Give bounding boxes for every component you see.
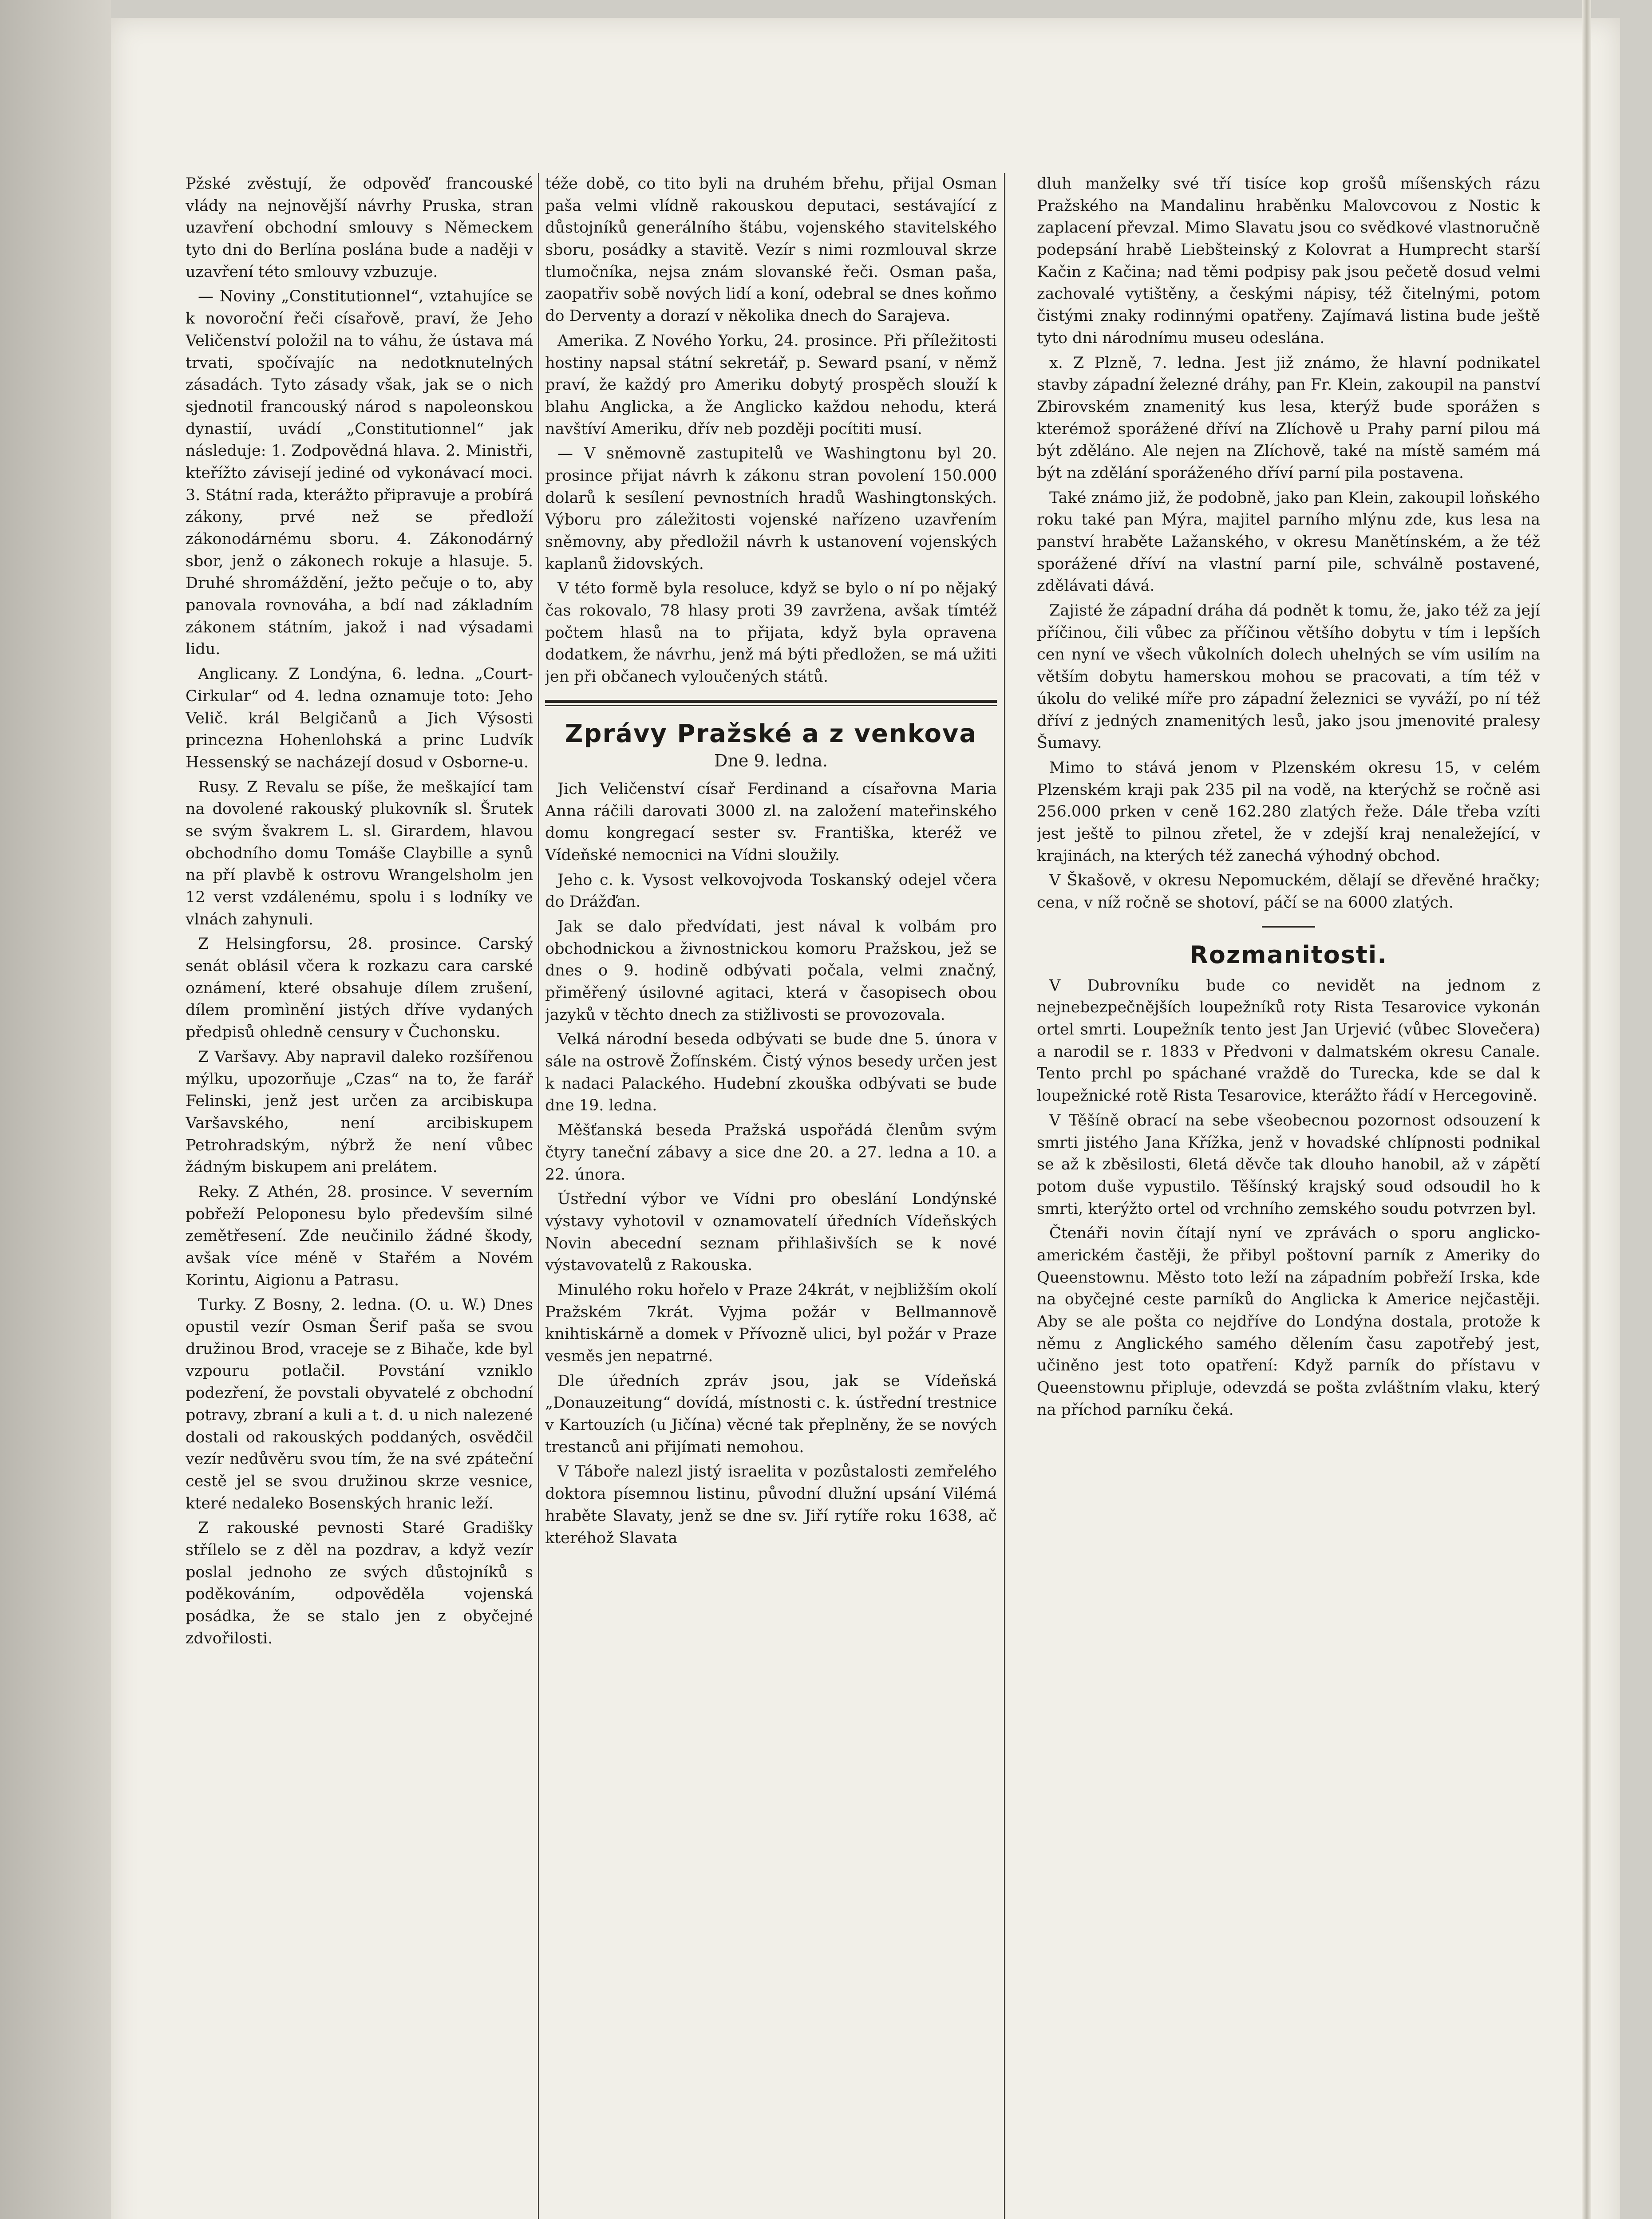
section-heading-rozmanitosti: Rozmanitosti.: [1190, 940, 1387, 969]
short-rule: [1262, 926, 1315, 928]
article-plzen: x. Z Plzně, 7. ledna. Jest již známo, že hlavní podnikatel stavby západní železné dráhy, pan Fr. Klein, zakoupil na panství Zbirovském znamenitý kus lesa, kterýž bude sporážen s kterémož sporážené dříví na Zlíchově u Prahy parní pilou má být zděláno. Ale nejen na Zlíchově, také na místě samém má být na zdělání sporáženého dříví parní pila postavena.: [1037, 354, 1540, 482]
section-rule-bottom: [545, 705, 997, 706]
article-turkey: Turky. Z Bosny, 2. ledna. (O. u. W.) Dnes opustil vezír Osman Šerif paša se svou družinou Brod, vraceje se z Bihače, kde byl vzpouru potlačil. Povstání vzniklo podezření, že povstali obyvatelé z obchodní potravy, zbraní a kuli a t. d. u nich nalezené dostali od rakouských poddaných, osvědčil vezír nedůvěru svou tím, že na své zpáteční cestě jel se svou družinou skrze vesnice, které nedaleko Bosenských hranic leží.: [186, 1296, 533, 1512]
misc-tesin: V Těšíně obrací na sebe všeobecnou pozornost odsouzení k smrti jistého Jana Křížka, jenž v hovadské chlípnosti podnikal se až k zběsilosti, 6letá děvče tak dlouho hanobil, až v zápětí potom duše vypustilo. Těšínský krajský soud odsoudil ho k smrti, kterýžto ortel od vrchního zemského soudu potvrzen byl.: [1037, 1111, 1540, 1218]
news-london-exhibition: Ústřední výbor ve Vídni pro obeslání Londýnské výstavy vyhotovil v oznamovatelí úředních Vídeňských Novin abecední seznam přihlašivších se k nové výstavovatelů z Rakouska.: [545, 1190, 997, 1275]
article-toys: V Škašově, v okresu Nepomuckém, dělají se dřevěné hračky; cena, v níž ročně se shotoví, páčí se na 6000 zlatých.: [1037, 872, 1540, 912]
article-gradiska: Z rakouské pevnosti Staré Gradišky střílelo se z děl na pozdrav, a když vezír poslal jednoho ze svých důstojníků s poděkováním, odpověděla vojenská posádka, že se stalo jen z obyčejné zdvořilosti.: [186, 1519, 533, 1647]
article-sawmills: Mimo to stává jenom v Plzenském okresu 15, v celém Plzenském kraji pak 235 pil na vodě, na kterýchž se ročně asi 256.000 prken v ceně 162.280 zlatých řeže. Dále třeba vzíti jest ještě to pilnou zřetel, že v zdejší kraj nenaležející, v krajinách, na kterých též zanechá výhodný obchod.: [1037, 758, 1540, 865]
news-mestanska-beseda: Měšťanská beseda Pražská uspořádá členům svým čtyry taneční zábavy a sice dne 20. a 27. ledna a 10. a 22. února.: [545, 1121, 997, 1184]
article-england: Anglicany. Z Londýna, 6. ledna. „Court-Cirkular“ od 4. ledna oznamuje toto: Jeho Velič. král Belgičanů a Jich Výsosti princezna Hohenlohská a princ Ludvík Hessenský se nacházejí dosud v Osborne-u.: [186, 665, 533, 771]
misc-dubrovnik: V Dubrovníku bude co nevidět na jednom z nejnebezpečnějších loupežníků roty Rista Tesarovice vykonán ortel smrti. Loupežník tento jest Jan Urjević (vůbec Slovečera) a narodil se r. 1833 v Předvoni v dalmatském okresu Canale. Tento prchl po spáchané vraždě do Turecka, kde se dal k loupežnické rotě Rista Tesarovice, kterážto řádí v Hercegovině.: [1037, 976, 1540, 1105]
article-railway: Zajisté že západní dráha dá podnět k tomu, že, jako též za její příčinou, čili vůbec za příčinou většího dobytu v tím i lepších cen nyní ve všech vůkolních dolech uhelných se vím usilím na větším dobytu hamerskou mohou se pracovati, a tím též v úkolu do veliké míře pro západní železnici se vyváží, po ní též dříví z jedných znamenitých lesů, jako jsou jmenovité pralesy Šumavy.: [1037, 602, 1540, 752]
article-helsingfors: Z Helsingforsu, 28. prosince. Carský senát oblásil včera k rozkazu cara carské oznámení, které obsahuje dílem zrušení, dílem promìnění jistých dříve vydaných předpisů ohledně censury v Čuchonsku.: [186, 935, 533, 1042]
section-heading-prague-news: Zprávy Pražské a z venkova: [565, 719, 977, 748]
news-chamber-election: Jak se dalo předvídati, jest nával k volbám pro obchodnickou a živnostnickou komoru Pražskou, jež se dnes o 9. hodině odbývati počala, velmi značný, přiměřený úsilovné agitaci, která v časopisech obou jazyků v těchto dnech za stižlivosti se provozovala.: [545, 917, 997, 1024]
section-date: Dne 9. ledna.: [714, 750, 828, 770]
article-osman-pasa: téže době, co tito byli na druhém břehu, přijal Osman paša velmi vlídně rakouskou deputaci, sestávající z důstojníků generálního štábu, vojenského stavitelského sboru, posádky a stavitě. Vezír s nimi rozmlouval skrze tlumočníka, nejsa znám slovanské řeči. Osman paša, zaopatřiv sobě nových lidí a koní, odebral se dnes koňmo do Derventy a dorazí v několika dnech do Sarajeva.: [545, 175, 997, 325]
article-greece: Reky. Z Athén, 28. prosince. V severním pobřeží Peloponesu bylo především silné zemětřesení. Zde neučinilo žádné škody, avšak více méně v Stařém a Novém Korintu, Aigionu a Patrasu.: [186, 1183, 533, 1289]
column-1: [186, 173, 533, 2219]
column-3: [1037, 173, 1540, 2219]
column-2: [545, 173, 997, 2219]
news-beseda: Velká národní beseda odbývati se bude dne 5. února v sále na ostrově Žofínském. Čistý výnos besedy určen jest k nadaci Palackého. Hudební zkouška odbývati se bude dne 19. ledna.: [545, 1031, 997, 1115]
column-divider-1: [538, 173, 539, 2219]
news-fires: Minulého roku hořelo v Praze 24krát, v nejbližším okolí Pražském 7krát. Vyjma požár v Bellmannově knihtiskárně a domek v Přívozně ulici, byl požár v Praze vesměs jen nepatrné.: [545, 1281, 997, 1365]
page-fold: [1582, 0, 1591, 2219]
article-america: Amerika. Z Nového Yorku, 24. prosince. Při příležitosti hostiny napsal státní sekretář, p. Seward psaní, v němž praví, že každý pro Ameriku dobytý prospěch slouží k blahu Anglicka, a že Anglicko každou nehodu, která navštíví Ameriku, dřív neb později pocítiti musí.: [545, 332, 997, 438]
article-constitutionnel: — Noviny „Constitutionnel“, vztahujíce se k novoroční řeči císařově, praví, že Jeho Veličenství položil na to váhu, že ústava má trvati, spočívajíc na nedotknutelných zásadách. Tyto zásady však, jak se o nich sjednotil francouský národ s napoleonskou dynastií, uvádí „Constitutionnel“ jak následuje: 1. Zodpovědná hlava. 2. Ministři, kteřížto závisejí jediné od vykonávací moci. 3. Státní rada, kterážto připravuje a probírá zákony, prvé než se předloží zákonodárnému sboru. 4. Zákonodárný sbor, jenž o zákonech rokuje a hlasuje. 5. Druhé shromáždění, ježto pečuje o to, aby panovala rovnováha, a bdí nad základním zákonem státním, jakož i nad výsadami lidu.: [186, 288, 533, 659]
news-toskana: Jeho c. k. Vysost velkovojvoda Toskanský odejel včera do Drážďan.: [545, 871, 997, 911]
section-rule-top: [545, 700, 997, 703]
misc-queenstown: Čtenáři novin čítají nyní ve zprávách o sporu anglicko-americkém častěji, že přibyl poštovní parník z Ameriky do Queenstownu. Město toto leží na západním pobřeží Irska, kde na obyčejné ceste parníků do Anglicka k Americe nejčastěji. Aby se ale pošta co nejdříve do Londýna dostala, protože k němu z Anglického samého dělením času zapotřebý jest, učiněno jest toto opatření: Když parník do přístavu v Queenstownu připluje, odevzdá se pošta zvláštním vlaku, který na příchod parníku čeká.: [1037, 1224, 1540, 1419]
news-prison: Dle úředních zpráv jsou, jak se Vídeňská „Donauzeitung“ dovídá, místnosti c. k. ústřední trestnice v Kartouzích (u Jičína) věcné tak přeplněny, že se nových trestanců ani přijímati nemohou.: [545, 1372, 997, 1456]
article-russia: Rusy. Z Revalu se píše, že meškající tam na dovolené rakouský plukovník sl. Šrutek se svým švakrem L. sl. Girardem, hlavou obchodního domu Tomáše Claybille a synů na pří plavbě k ostrovu Wrangelsholm jen 12 verst vzdálenému, spolu i s lodníky ve vlnách zahynuli.: [186, 778, 533, 928]
article-slavata-document: dluh manželky své tří tisíce kop grošů míšenských rázu Pražského na Mandalinu hraběnku Malovcovou z Nostic k zaplacení převzal. Mimo Slavatu jsou co svědkové vlastnoručně podepsání hrabě Liebšteinský z Kolovrat a Humprecht starší Kačin z Kačina; nad těmi podpisy pak jsou pečetě dosud velmi zachovalé vytištěny, a českými nápisy, též čitelnými, potom čistými znaky rodinnými opatřeny. Zajímavá listina bude ještě tyto dni národnímu museu odeslána.: [1037, 175, 1540, 347]
scan-left-edge: [0, 0, 111, 2219]
article-mayra: Také známo již, že podobně, jako pan Klein, zakoupil loňského roku také pan Mýra, majitel parního mlýnu zde, kus lesa na panství hraběte Lažanského, v okresu Manětínském, a že též sporážené dříví na vlastní parní pile, schválně postavené, zdělávati dává.: [1037, 489, 1540, 595]
column-divider-2: [1004, 173, 1005, 2219]
news-ferdinand: Jich Veličenství císař Ferdinand a císařovna Maria Anna ráčili darovati 3000 zl. na založení mateřinského domu kongregací sester sv. Františka, kteréž ve Vídeňské nemocnici na Vídni sloužily.: [545, 780, 997, 864]
article-warsaw: Z Varšavy. Aby napravil daleko rozšířenou mýlku, upozorňuje „Czas“ na to, že farář Felinski, jenž jest určen za arcibiskupa Varšavského, není arcibiskupem Petrohradským, nýbrž že není vůbec žádným biskupem ani prelátem.: [186, 1048, 533, 1177]
article-france-trade: Pžské zvěstují, že odpověď francouské vlády na nejnovější návrhy Pruska, stran uzavření obchodní smlouvy s Německem tyto dni do Berlína poslána bude a naději v uzavření této smlouvy vzbuzuje.: [186, 175, 533, 281]
article-resolution: V této formě byla resoluce, když se bylo o ní po nějaký čas rokovalo, 78 hlasy proti 39 zavržena, avšak tímtéž počtem hlasů na to přijata, když byla opravena dodatkem, že návrhu, jenž má býti předložen, se má užiti jen při občanech vyloučených států.: [545, 580, 997, 686]
news-tabor-document: V Táboře nalezl jistý israelita v pozůstalosti zemřelého doktora písemnou listinu, původní dlužní upsání Vilémá hraběte Slavaty, jenž se dne sv. Jiří rytíře roku 1638, ač kteréhož Slavata: [545, 1463, 997, 1547]
article-washington: — V sněmovně zastupitelů ve Washingtonu byl 20. prosince přijat návrh k zákonu stran povolení 150.000 dolarů k sesílení pevnostních hradů Washingtonských. Výboru pro záležitosti vojenské nařízeno uzavřením sněmovny, aby předložil návrh k ustanovení vojenských kaplanů židovských.: [545, 445, 997, 573]
